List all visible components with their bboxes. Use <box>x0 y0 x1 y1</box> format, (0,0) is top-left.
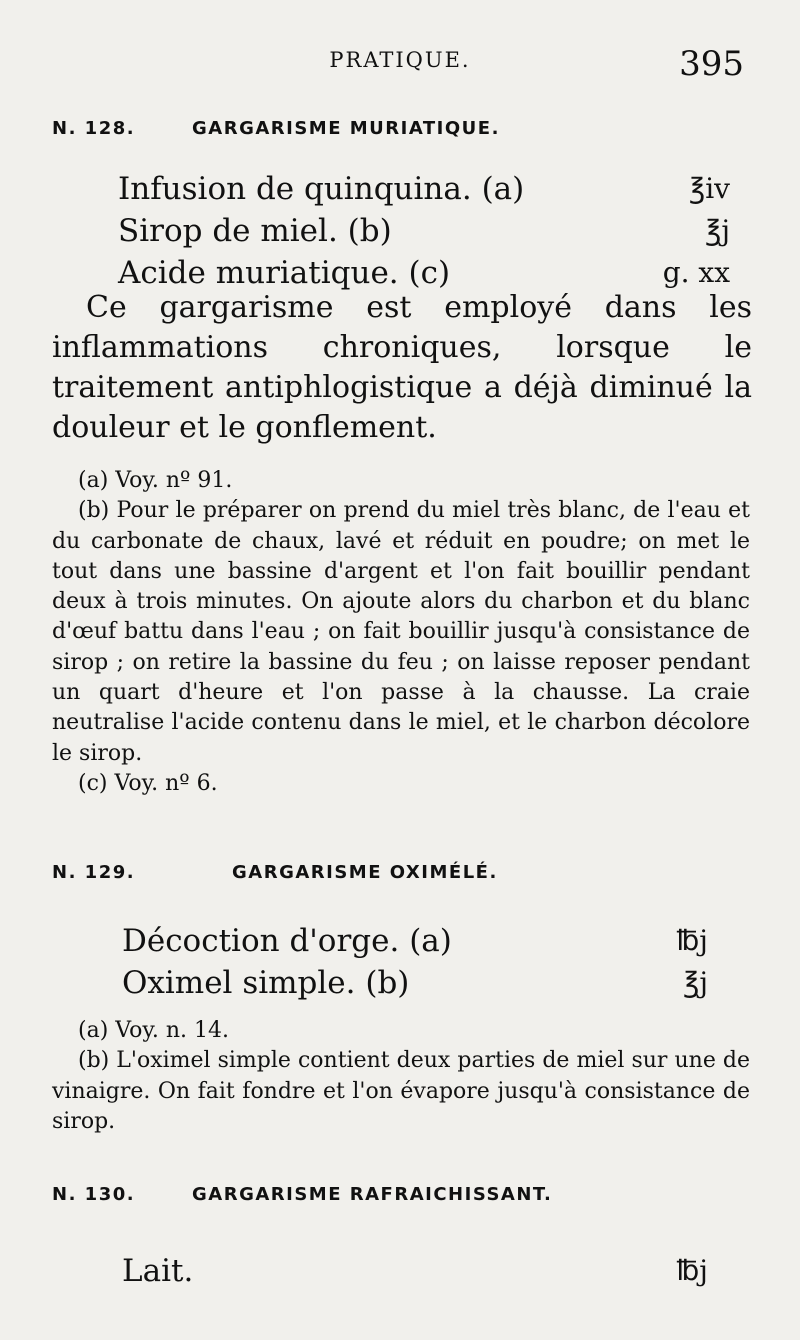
formula-128 <box>118 168 730 294</box>
footnote-b: (b) L'oximel simple contient deux parties de miel sur une de vinaigre. On fait fondre et l'on évapore jusqu'à consistance de sirop. <box>52 1048 750 1134</box>
footnote-c: (c) Voy. nº 6. <box>78 770 218 796</box>
section-heading-128 <box>52 118 750 139</box>
footnote-b: (b) Pour le préparer on prend du miel très blanc, de l'eau et du carbonate de chaux, lavé et réduit en poudre; on met le tout dans une bassine d'argent et l'on fait bouillir pendant deux à trois minutes. On ajoute alors du charbon et du blanc d'œuf battu dans l'eau ; on fait bouillir jusqu'à consistance de sirop ; on retire la bassine du feu ; on laisse reposer pendant un quart d'heure et l'on passe à la chausse. La craie neutralise l'acide contenu dans le miel, et le charbon décolore le sirop. <box>52 498 750 766</box>
body-paragraph-128: Ce gargarisme est employé dans les inflammations chroniques, lorsque le traitement antiphlogistique a déjà diminué la douleur et le gonflement. <box>52 290 752 445</box>
ingredient-name: Infusion de quinquina. (a) <box>118 171 525 207</box>
footnotes-129 <box>52 1016 750 1137</box>
ingredient-quantity: ℥j <box>705 214 730 247</box>
section-heading-130 <box>52 1184 750 1205</box>
ingredient-row <box>122 962 708 1004</box>
ingredient-row <box>122 920 708 962</box>
footnote-a: (a) Voy. n. 14. <box>78 1018 230 1043</box>
ingredient-quantity: ℔j <box>676 924 708 957</box>
section-title: GARGARISME OXIMÉLÉ. <box>232 862 498 883</box>
formula-130 <box>122 1250 708 1292</box>
running-head: PRATIQUE. <box>329 48 471 72</box>
ingredient-quantity: ℥iv <box>689 172 730 205</box>
section-title: GARGARISME RAFRAICHISSANT. <box>192 1184 553 1205</box>
ingredient-quantity: g. xx <box>662 256 730 289</box>
ingredient-name: Décoction d'orge. (a) <box>122 923 452 959</box>
ingredient-row <box>122 1250 708 1292</box>
footnotes-128 <box>52 466 750 799</box>
formula-129 <box>122 920 708 1004</box>
section-number: N. 129. <box>52 862 136 883</box>
section-number: N. 130. <box>52 1184 136 1205</box>
footnote-a: (a) Voy. nº 91. <box>78 468 233 493</box>
section-heading-129 <box>52 862 750 883</box>
page-number: 395 <box>679 44 744 84</box>
ingredient-name: Lait. <box>122 1253 194 1289</box>
ingredient-name: Acide muriatique. (c) <box>118 255 451 291</box>
ingredient-row <box>118 210 730 252</box>
section-number: N. 128. <box>52 118 136 139</box>
ingredient-quantity: ℥j <box>683 966 708 999</box>
ingredient-quantity: ℔j <box>676 1254 708 1287</box>
ingredient-name: Oximel simple. (b) <box>122 965 410 1001</box>
section-title: GARGARISME MURIATIQUE. <box>192 118 500 139</box>
ingredient-row <box>118 168 730 210</box>
ingredient-name: Sirop de miel. (b) <box>118 213 392 249</box>
